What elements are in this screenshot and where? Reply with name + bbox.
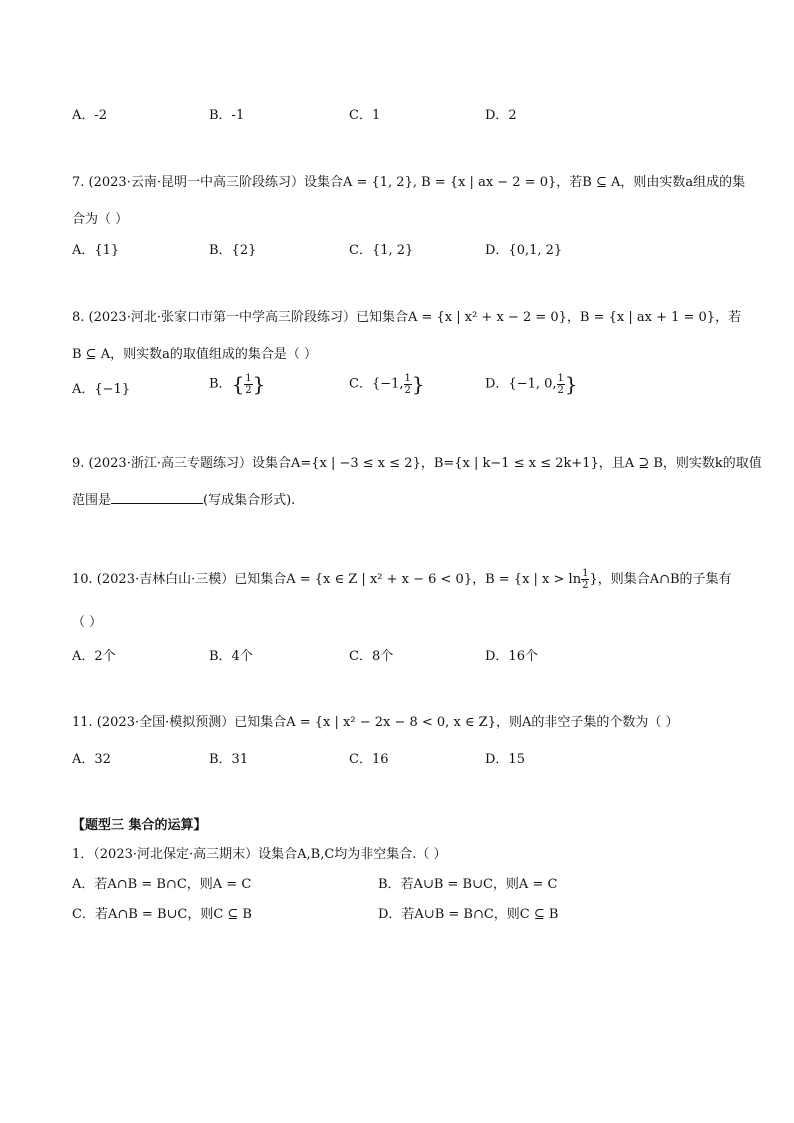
q11-option-c: C．16 [349, 752, 389, 767]
q8-option-d-fraction [557, 373, 565, 396]
q10-stem-line2: （ ） [72, 615, 103, 630]
fraction-numerator: 1 [582, 568, 589, 579]
q8-option-a: A．{−1} [72, 382, 131, 397]
fraction-numerator: 1 [245, 372, 252, 384]
section3-q1-stem: 1．（2023·河北保定·高三期末）设集合A,B,C均为非空集合.（ ） [72, 847, 447, 862]
q9-answer-blank[interactable] [111, 491, 203, 504]
q6-option-a: A．-2 [72, 108, 108, 123]
section3-q1-options-row2 [72, 903, 732, 923]
q11-option-d: D．15 [485, 752, 525, 767]
section-heading: 【题型三 集合的运算】 [72, 818, 207, 833]
q6-option-b: B．-1 [209, 108, 245, 123]
q7-options [72, 239, 732, 259]
q10-option-b: B．4个 [209, 649, 253, 664]
section3-q1-option-a: A．若A∩B = B∩C，则A = C [72, 877, 252, 892]
q8-option-b: B．{ $\frac{1}{2}$ } [209, 372, 266, 396]
fraction-denominator: 2 [557, 384, 564, 396]
q8-option-b-label: B． [209, 376, 232, 392]
q9-stem-line1: 9. (2023·浙江·高三专题练习）设集合A={x | −3 ≤ x ≤ 2}，B={x | k−1 ≤ x ≤ 2k+1}，且A ⊇ B，则实数k的取值 [72, 456, 762, 471]
q8-options [72, 372, 732, 402]
fraction-denominator: 2 [582, 580, 589, 591]
q6-option-d: D．2 [485, 108, 517, 123]
section3-q1-options-row1 [72, 873, 732, 893]
fraction-denominator: 2 [404, 384, 411, 396]
q6-option-c: C．1 [349, 108, 381, 123]
section3-q1-option-d: D．若A∪B = B∩C，则C ⊆ B [378, 907, 559, 922]
q8-stem-line2: B ⊆ A，则实数a的取值组成的集合是（ ） [72, 347, 317, 362]
q6-options [72, 104, 732, 124]
q8-option-c-fraction [404, 373, 412, 396]
section3-q1-option-c: C．若A∩B = B∪C，则C ⊆ B [72, 907, 252, 922]
fraction-numerator: 1 [557, 372, 564, 384]
q8-option-d: D．{−1, 0, $\frac{1}{2}$ } [485, 372, 578, 396]
fraction-numerator: 1 [404, 372, 411, 384]
q8-stem-line1: 8. (2023·河北·张家口市第一中学高三阶段练习）已知集合A = {x | x² + x − 2 = 0}，B = {x | ax + 1 = 0}，若 [72, 310, 742, 325]
q10-options [72, 645, 732, 665]
q10-stem-line1 [72, 568, 732, 591]
fraction-denominator: 2 [245, 384, 252, 396]
q10-line1-prefix: 10. (2023·吉林白山·三模）已知集合A = {x ∈ Z | x² + x − 6 < 0}，B = {x | x > ln [72, 572, 582, 587]
q7-option-c: C．{1, 2} [349, 243, 414, 258]
q7-stem-line1: 7. (2023·云南·昆明一中高三阶段练习）设集合A = {1, 2}, B = {x | ax − 2 = 0}，若B ⊆ A，则由实数a组成的集 [72, 175, 746, 190]
q10-option-d: D．16个 [485, 649, 538, 664]
q11-option-a: A．32 [72, 752, 111, 767]
section3-q1-option-b: B．若A∪B = B∪C，则A = C [378, 877, 558, 892]
q11-stem: 11. (2023·全国·模拟预测）已知集合A = {x | x² − 2x − 8 < 0, x ∈ Z}，则A的非空子集的个数为（ ） [72, 715, 679, 730]
q9-line2-suffix: (写成集合形式). [203, 493, 296, 508]
q8-option-c-label: C．{−1, [349, 376, 404, 392]
q10-option-c: C．8个 [349, 649, 394, 664]
q10-line1-suffix: }，则集合A∩B的子集有 [589, 572, 732, 587]
q7-option-a: A．{1} [72, 243, 120, 258]
q9-line2-prefix: 范围是 [72, 493, 112, 508]
q11-option-b: B．31 [209, 752, 249, 767]
q11-options [72, 748, 732, 768]
q7-option-d: D．{0,1, 2} [485, 243, 563, 258]
q7-option-b: B．{2} [209, 243, 257, 258]
q8-option-b-fraction [244, 373, 252, 396]
q8-option-d-label: D．{−1, 0, [485, 376, 557, 392]
q8-option-c: C．{−1, $\frac{1}{2}$ } [349, 372, 425, 396]
q7-stem-line2: 合为（ ） [72, 212, 129, 227]
q9-stem-line2 [72, 489, 295, 508]
q10-option-a: A．2个 [72, 649, 116, 664]
